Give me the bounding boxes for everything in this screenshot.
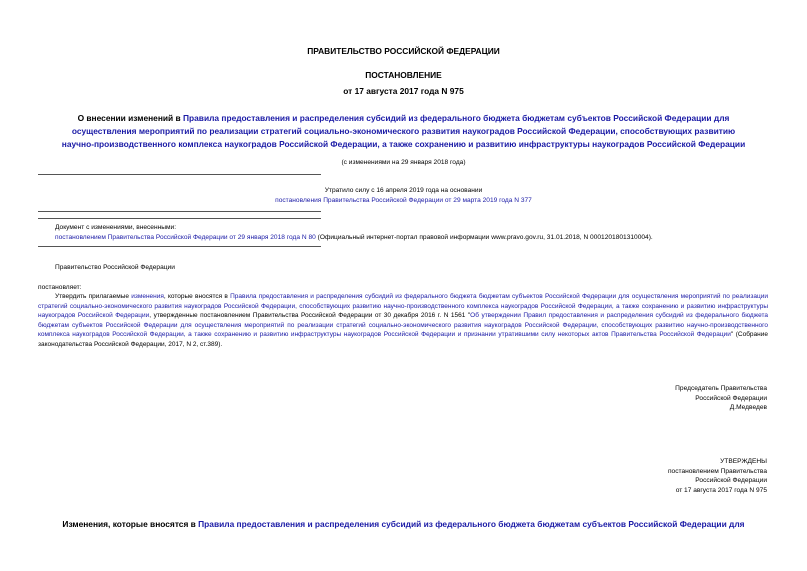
approved-date: от 17 августа 2017 года N 975 [675, 486, 767, 494]
changes-link[interactable]: изменения [131, 293, 164, 300]
changes-heading-prefix: Изменения, которые вносятся в [62, 519, 199, 529]
amendments-link[interactable]: постановлением Правительства Российской Федерации от 29 января 2018 года N 80 [55, 234, 316, 241]
approved-org: Российской Федерации [695, 477, 767, 485]
paragraph-mid-1: , которые вносятся в [163, 293, 231, 300]
approved-by: постановлением Правительства [667, 467, 767, 475]
document-title [0, 112, 807, 151]
resolution-1561-link[interactable]: Об утверждении Правил предоставления и распределения субсидий из федерального бюджета бюджетам субъектов Российской Федерации для осуществления мероприятий по реализации стратегий социально-экономического развития наукоградов Российской Федерации, способствующих развитию научно-производственного комплекса наукоградов Российской Федерации, а также сохранению и развитию инфраструктуры наукоградов Российской Федерации и признании утратившими силу некоторых актов Правительства Российской Федерации [38, 312, 768, 339]
amendments-line [55, 233, 653, 242]
signature-name: Д.Медведев [729, 404, 767, 412]
title-line-1 [0, 112, 807, 125]
expired-note: Утратило силу с 16 апреля 2019 года на основании [324, 187, 483, 194]
rules-link[interactable]: Правила предоставления и распределения субсидий из федерального бюджета бюджетам субъектов Российской Федерации для [183, 113, 730, 123]
document-type: ПОСТАНОВЛЕНИЕ [365, 70, 442, 80]
revision-note: (с изменениями на 29 января 2018 года) [341, 159, 466, 166]
signature-title: Председатель Правительства [675, 385, 767, 392]
paragraph-mid-2: , утвержденные постановлением Правительства Российской Федерации от 30 декабря 2016 г. N 1561 " [149, 312, 471, 320]
amendments-label: Документ с изменениями, внесенными: [55, 224, 177, 231]
amendments-source: (Официальный интернет-портал правовой информации www.pravo.gov.ru, 31.01.2018, N 0001201801310004). [315, 234, 653, 241]
divider [38, 174, 321, 175]
divider [38, 246, 321, 247]
approved-heading: УТВЕРЖДЕНЫ [720, 458, 767, 465]
rules-link-body[interactable]: Правила предоставления и распределения субсидий из федерального бюджета бюджетам субъектов Российской Федерации для осуществления мероприятий по реализации стратегий социально-экономического развития наукоградов Российской Федерации, способствующих развитию научно-производственного комплекса наукоградов Российской Федерации, а также сохранению и развитию инфраструктуры наукоградов Российской Федерации [38, 293, 768, 320]
signature-org: Российской Федерации [695, 394, 767, 402]
divider [38, 211, 321, 212]
rules-link-line-3[interactable]: научно-производственного комплекса наукоградов Российской Федерации, а также сохранению и развитию инфраструктуры наукоградов Российской Федерации [61, 139, 746, 149]
resolves-label: постановляет: [38, 284, 82, 291]
changes-heading [0, 518, 807, 531]
main-paragraph [38, 292, 768, 350]
government-heading: ПРАВИТЕЛЬСТВО РОССИЙСКОЙ ФЕДЕРАЦИИ [307, 46, 500, 56]
divider [38, 218, 321, 219]
changes-heading-link[interactable]: Правила предоставления и распределения субсидий из федерального бюджета бюджетам субъектов Российской Федерации для [198, 519, 745, 529]
paragraph-end: " (Собрание законодательства Российской Федерации, 2017, N 2, ст.389). [38, 331, 768, 348]
paragraph-start: Утвердить прилагаемые [55, 293, 132, 300]
signature-block [675, 384, 767, 413]
government-line: Правительство Российской Федерации [55, 264, 175, 271]
title-prefix: О внесении изменений в [77, 113, 183, 123]
approved-block [668, 457, 767, 495]
rules-link-line-2[interactable]: осуществления мероприятий по реализации стратегий социально-экономического развития наукоградов Российской Федерации, способствующих развитию [71, 126, 736, 136]
expired-link[interactable]: постановления Правительства Российской Федерации от 29 марта 2019 года N 377 [275, 197, 532, 204]
document-date-number: от 17 августа 2017 года N 975 [343, 86, 464, 96]
